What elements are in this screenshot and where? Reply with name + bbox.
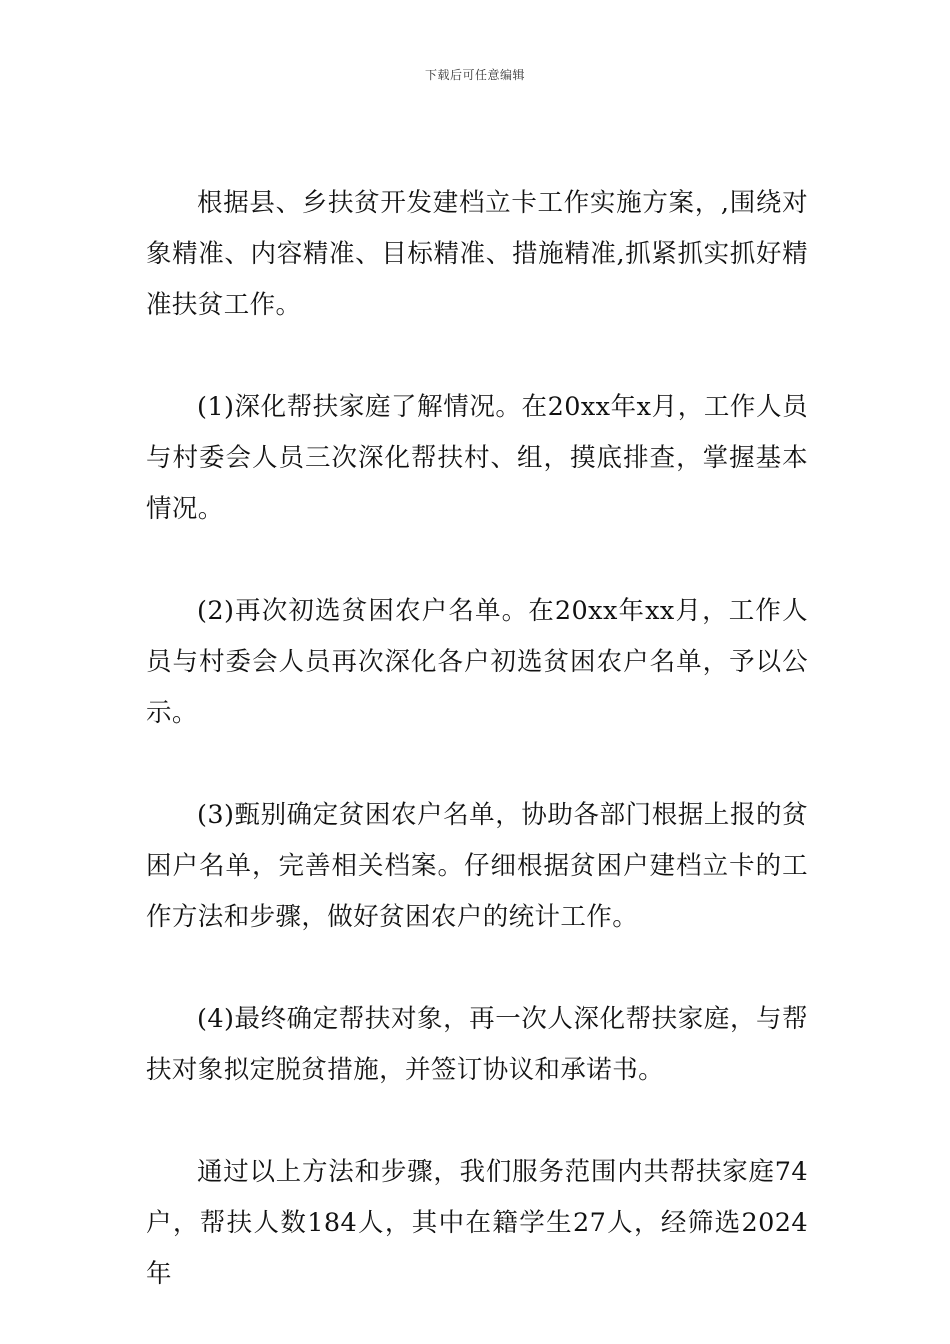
paragraph-spacer [146, 535, 808, 586]
paragraph-intro: 根据县、乡扶贫开发建档立卡工作实施方案，,围绕对象精准、内容精准、目标精准、措施精准,抓紧抓实抓好精准扶贫工作。 [146, 188, 808, 320]
page-header: 下载后可任意编辑 [424, 68, 525, 82]
paragraph-spacer [146, 739, 808, 790]
paragraph-step-2: (2)再次初选贫困农户名单。在20xx年xx月，工作人员与村委会人员再次深化各户初选贫困农户名单，予以公示。 [146, 596, 808, 728]
paragraph-spacer [146, 331, 808, 382]
paragraph-step-1: (1)深化帮扶家庭了解情况。在20xx年x月，工作人员与村委会人员三次深化帮扶村、组，摸底排查，掌握基本情况。 [146, 392, 808, 524]
paragraph-step-3: (3)甄别确定贫困农户名单，协助各部门根据上报的贫困户名单，完善相关档案。仔细根据贫困户建档立卡的工作方法和步骤，做好贫困农户的统计工作。 [146, 800, 808, 932]
paragraph-spacer [146, 943, 808, 994]
paragraph-spacer [146, 1096, 808, 1147]
document-body [146, 178, 808, 1300]
paragraph-summary: 通过以上方法和步骤，我们服务范围内共帮扶家庭74户，帮扶人数184人，其中在籍学生27人，经筛选2024年 [146, 1157, 808, 1289]
paragraph-step-4: (4)最终确定帮扶对象，再一次人深化帮扶家庭，与帮扶对象拟定脱贫措施，并签订协议和承诺书。 [146, 1004, 808, 1085]
